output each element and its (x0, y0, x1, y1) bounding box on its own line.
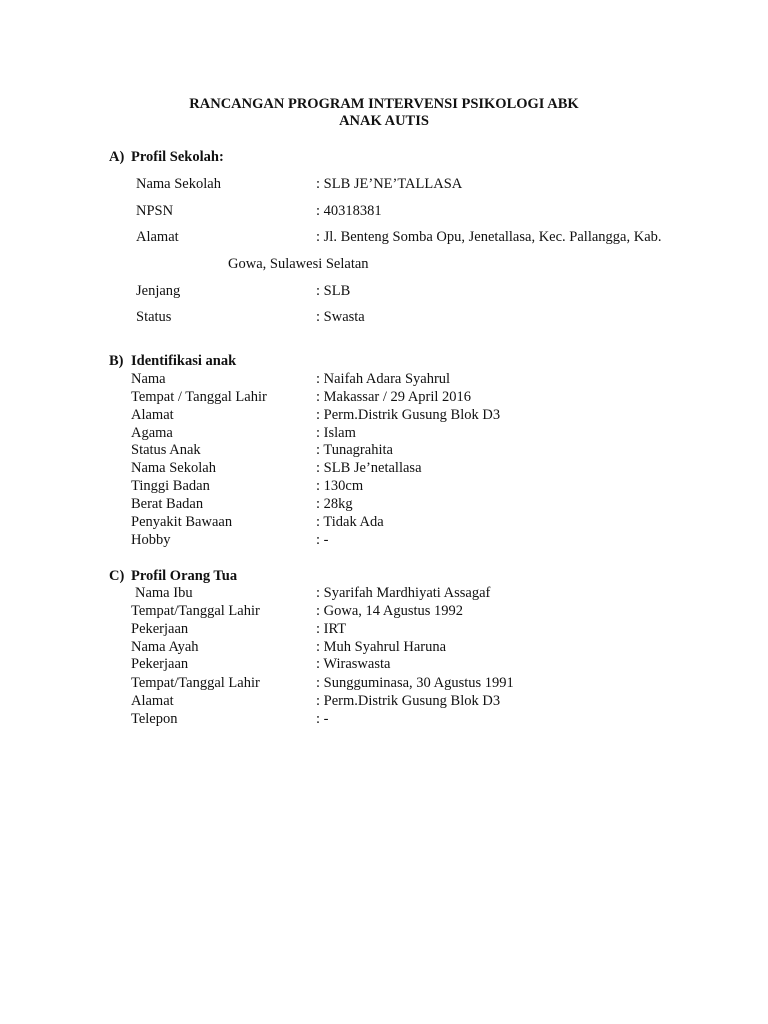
child-name-label: Nama (131, 371, 166, 387)
parent-phone-label: Telepon (131, 711, 178, 727)
parent-address-value: : Perm.Distrik Gusung Blok D3 (316, 693, 501, 709)
child-status-label: Status Anak (131, 442, 201, 458)
document-title-line-2: ANAK AUTIS (339, 113, 429, 129)
section-b-heading (109, 353, 236, 369)
child-birth-value: : Makassar / 29 April 2016 (316, 389, 472, 405)
father-name-value: : Muh Syahrul Haruna (316, 639, 447, 655)
child-religion-label: Agama (131, 425, 173, 441)
mother-birth-value: : Gowa, 14 Agustus 1992 (316, 603, 464, 619)
father-job-label: Pekerjaan (131, 656, 189, 672)
npsn-label: NPSN (136, 203, 174, 219)
parent-address-label: Alamat (131, 693, 174, 709)
school-address-value: : Jl. Benteng Somba Opu, Jenetallasa, Kec. Pallangga, Kab. (316, 229, 662, 245)
father-name-label: Nama Ayah (131, 639, 199, 655)
child-weight-value: : 28kg (316, 496, 353, 512)
father-job-value: : Wiraswasta (316, 656, 391, 672)
section-b-marker: B) (109, 353, 124, 369)
mother-job-label: Pekerjaan (131, 621, 189, 637)
child-address-label: Alamat (131, 407, 174, 423)
section-c-marker: C) (109, 568, 125, 584)
school-name-label: Nama Sekolah (136, 176, 221, 192)
section-a-heading (109, 149, 224, 165)
child-height-label: Tinggi Badan (131, 478, 210, 494)
mother-job-value: : IRT (316, 621, 347, 637)
school-address-continuation: Gowa, Sulawesi Selatan (228, 256, 369, 272)
child-illness-value: : Tidak Ada (316, 514, 384, 530)
school-level-label: Jenjang (136, 283, 181, 299)
child-hobby-value: : - (316, 532, 329, 548)
school-status-value: : Swasta (316, 309, 365, 325)
child-birth-label: Tempat / Tanggal Lahir (131, 389, 267, 405)
school-level-value: : SLB (316, 283, 351, 299)
child-school-label: Nama Sekolah (131, 460, 216, 476)
child-school-value: : SLB Je’netallasa (316, 460, 422, 476)
mother-birth-label: Tempat/Tanggal Lahir (131, 603, 260, 619)
father-birth-label: Tempat/Tanggal Lahir (131, 675, 260, 691)
section-a-marker: A) (109, 149, 125, 165)
section-a-title: Profil Sekolah: (131, 149, 224, 165)
section-b-title: Identifikasi anak (131, 353, 237, 369)
child-religion-value: : Islam (316, 425, 356, 441)
child-status-value: : Tunagrahita (316, 442, 393, 458)
child-name-value: : Naifah Adara Syahrul (316, 371, 451, 387)
section-c-title: Profil Orang Tua (131, 568, 238, 584)
child-address-value: : Perm.Distrik Gusung Blok D3 (316, 407, 501, 423)
child-illness-label: Penyakit Bawaan (131, 514, 233, 530)
mother-name-value: : Syarifah Mardhiyati Assagaf (316, 585, 491, 601)
mother-name-label: Nama Ibu (135, 585, 193, 601)
section-c-heading (109, 568, 237, 584)
child-height-value: : 130cm (316, 478, 364, 494)
school-name-value: : SLB JE’NE’TALLASA (316, 176, 463, 192)
father-birth-value: : Sungguminasa, 30 Agustus 1991 (316, 675, 514, 691)
child-hobby-label: Hobby (131, 532, 171, 548)
school-address-label: Alamat (136, 229, 179, 245)
child-weight-label: Berat Badan (131, 496, 204, 512)
document-title-line-1: RANCANGAN PROGRAM INTERVENSI PSIKOLOGI ABK (189, 96, 579, 112)
parent-phone-value: : - (316, 711, 329, 727)
school-status-label: Status (136, 309, 172, 325)
npsn-value: : 40318381 (316, 203, 382, 219)
